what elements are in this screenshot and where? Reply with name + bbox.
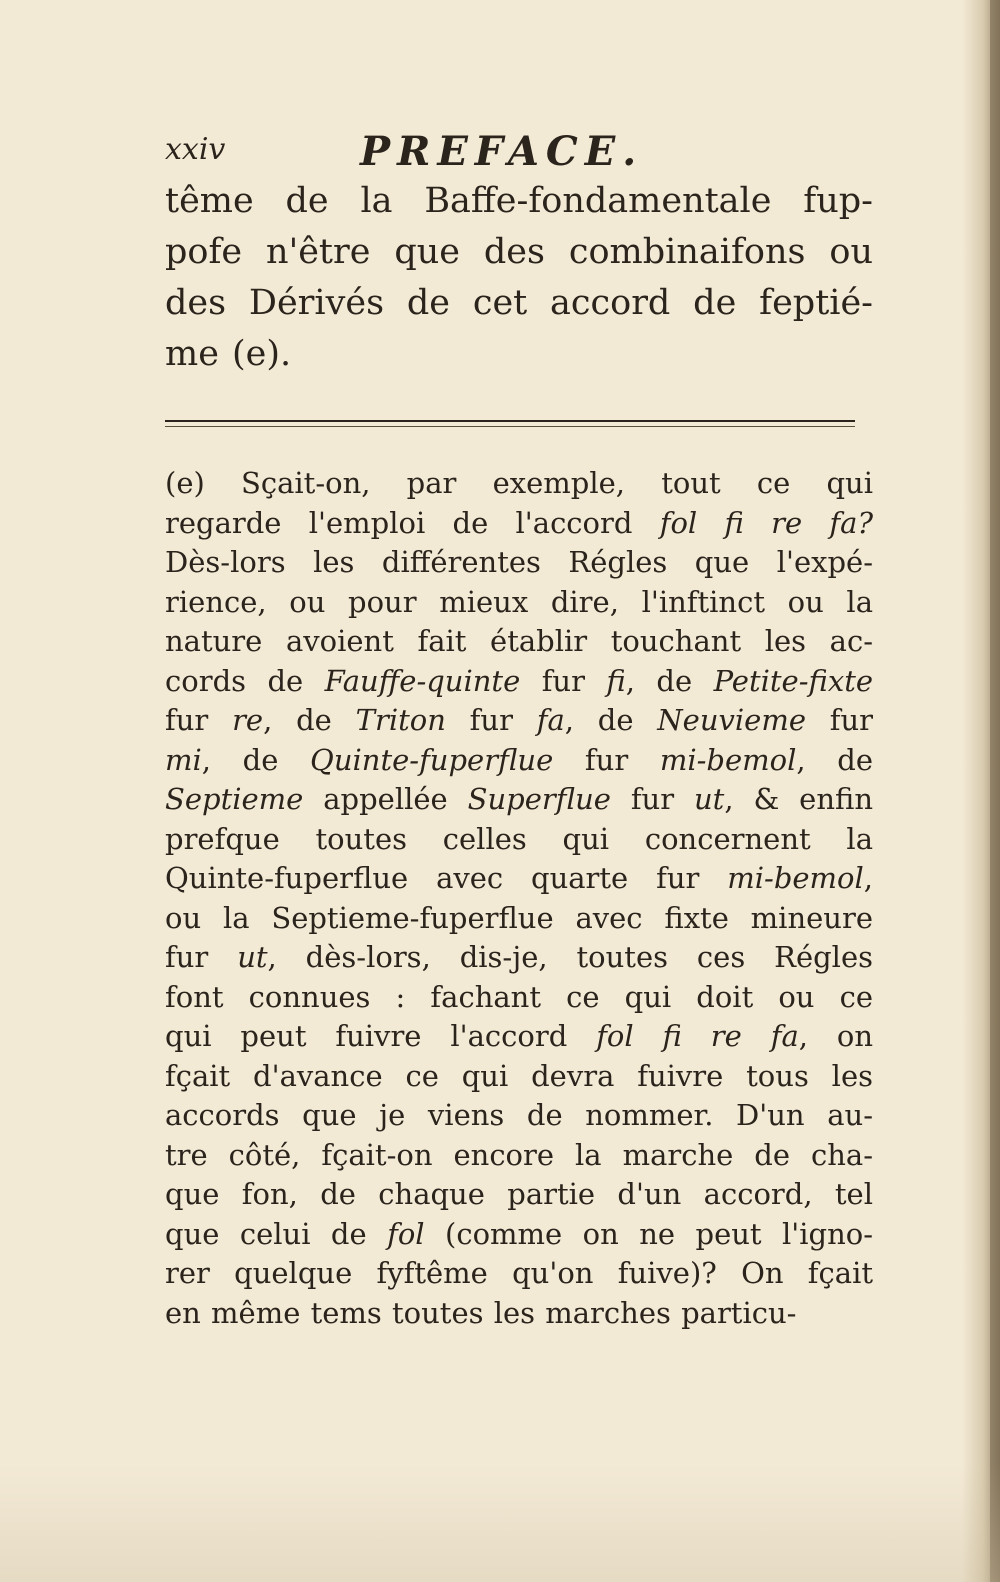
footnote-text-run: regarde l'emploi de l'accord (165, 505, 633, 540)
footnote-text (165, 464, 873, 1333)
footnote-italic-run: Neuvieme (657, 703, 806, 737)
footnote-text-run: , (863, 861, 874, 895)
footnote-text-run: fur (165, 940, 209, 974)
page-right-edge (990, 0, 1000, 1582)
footnote-text-run: , dès-lors, dis-je, toutes ces Régles (267, 940, 873, 974)
footnote-text-run: que celui de (165, 1216, 367, 1251)
footnote-text-run: fur (829, 703, 874, 737)
footnote-text-run: fur (165, 703, 209, 737)
footnote-line (165, 859, 873, 899)
footnote-line (165, 1175, 873, 1215)
footnote-text-run: rer quelque fyftême qu'on fuive)? On fçait (165, 1256, 873, 1290)
footnote-text-run: fur (469, 703, 513, 737)
footnote-line (165, 504, 873, 544)
footnote-text-run: ou la Septieme-fuperflue avec fixte mineure (165, 900, 873, 935)
footnote-text-run: rience, ou pour mieux dire, l'inftinct ou la (165, 584, 873, 619)
footnote-text-run: , de (625, 663, 693, 698)
footnote-text-run: appellée (323, 782, 448, 816)
footnote-line (165, 701, 873, 741)
footnote-line (165, 780, 873, 820)
footnote-line (165, 1294, 873, 1334)
footnote-text-run: en même tems toutes les marches particu- (165, 1295, 797, 1330)
footnote-italic-run: ut (694, 782, 725, 816)
footnote-line (165, 820, 873, 860)
footnote-text-run: font connues : fachant ce qui doit ou ce (165, 979, 873, 1014)
footnote-italic-run: fol fi re fa (596, 1019, 799, 1053)
footnote-line (165, 543, 873, 583)
footnote-italic-run: ut (237, 940, 268, 974)
footnote-italic-run: Fauffe-quinte (324, 663, 521, 698)
footnote-italic-run: fi (606, 663, 626, 698)
footnote-italic-run: mi-bemol (659, 742, 797, 777)
footnote-text-run: (comme on ne peut l'igno- (445, 1216, 874, 1251)
footnote-text-run: cords de (165, 663, 304, 698)
footnote-line (165, 583, 873, 623)
main-line: tême de la Baffe-fondamentale fup- (165, 181, 873, 221)
footnote-line (165, 1254, 873, 1294)
footnote-text-run: qui peut fuivre l'accord (165, 1019, 568, 1053)
main-line: des Dérivés de cet accord de feptié- (165, 283, 873, 323)
footnote-line (165, 1017, 873, 1057)
footnote-italic-run: fol (387, 1216, 425, 1251)
footnote-text-run: , de (564, 703, 634, 737)
footnote-text-run: fur (630, 782, 675, 816)
footnote-line (165, 938, 873, 978)
footnote-italic-run: mi-bemol (727, 861, 864, 895)
footnote-line (165, 899, 873, 939)
footnote-italic-run: fa (536, 703, 565, 737)
footnote-line (165, 1136, 873, 1176)
footnote-text-run: , de (796, 742, 873, 777)
footnote-line (165, 1215, 873, 1255)
footnote-line (165, 1057, 873, 1097)
footnote-text-run: , de (201, 742, 279, 777)
footnote-italic-run: Superflue (467, 782, 611, 816)
footnote-italic-run: Petite-fixte (713, 663, 874, 698)
footnote-italic-run: Triton (355, 703, 446, 737)
running-head (165, 128, 685, 174)
footnote-line (165, 1096, 873, 1136)
footnote-italic-run: Septieme (165, 782, 304, 816)
footnote-text-run: prefque toutes celles qui concernent la (165, 821, 873, 856)
footnote-line (165, 662, 873, 702)
page-number: xxiv (165, 132, 226, 167)
footnote-italic-run: re (232, 703, 264, 737)
footnote-italic-run: mi (165, 742, 202, 777)
footnote-text-run: nature avoient fait établir touchant les ac- (165, 624, 873, 658)
footnote-italic-run: fol fi re fa? (659, 505, 873, 540)
page-bottom-shadow (0, 1462, 1000, 1582)
footnote-text-run: tre côté, fçait-on encore la marche de cha- (165, 1137, 873, 1172)
footnote-text-run: , & enfin (724, 782, 874, 816)
footnote-italic-run: Quinte-fuperflue (310, 742, 554, 777)
main-line: me (e). (165, 334, 292, 374)
footnote-line (165, 464, 873, 504)
footnote-line (165, 622, 873, 662)
footnote-text-run: fur (541, 663, 585, 698)
header-title: PREFACE. (360, 128, 644, 175)
footnote-text-run: (e) Sçait-on, par exemple, tout ce qui (165, 466, 873, 500)
footnote-text-run: que fon, de chaque partie d'un accord, tel (165, 1177, 873, 1211)
footnote-line (165, 978, 873, 1018)
footnote-text-run: accords que je viens de nommer. D'un au- (165, 1098, 873, 1132)
main-text (165, 176, 873, 380)
footnote-text-run: , on (798, 1019, 874, 1053)
footnote-text-run: fur (584, 742, 629, 777)
section-divider-rule (165, 420, 855, 427)
footnote-text-run: Dès-lors les différentes Régles que l'expé- (165, 545, 873, 579)
footnote-line (165, 741, 873, 781)
footnote-text-run: fçait d'avance ce qui devra fuivre tous les (165, 1058, 873, 1093)
footnote-text-run: Quinte-fuperflue avec quarte fur (165, 861, 700, 895)
footnote-text-run: , de (263, 703, 332, 737)
main-line: pofe n'être que des combinaifons ou (165, 232, 873, 272)
